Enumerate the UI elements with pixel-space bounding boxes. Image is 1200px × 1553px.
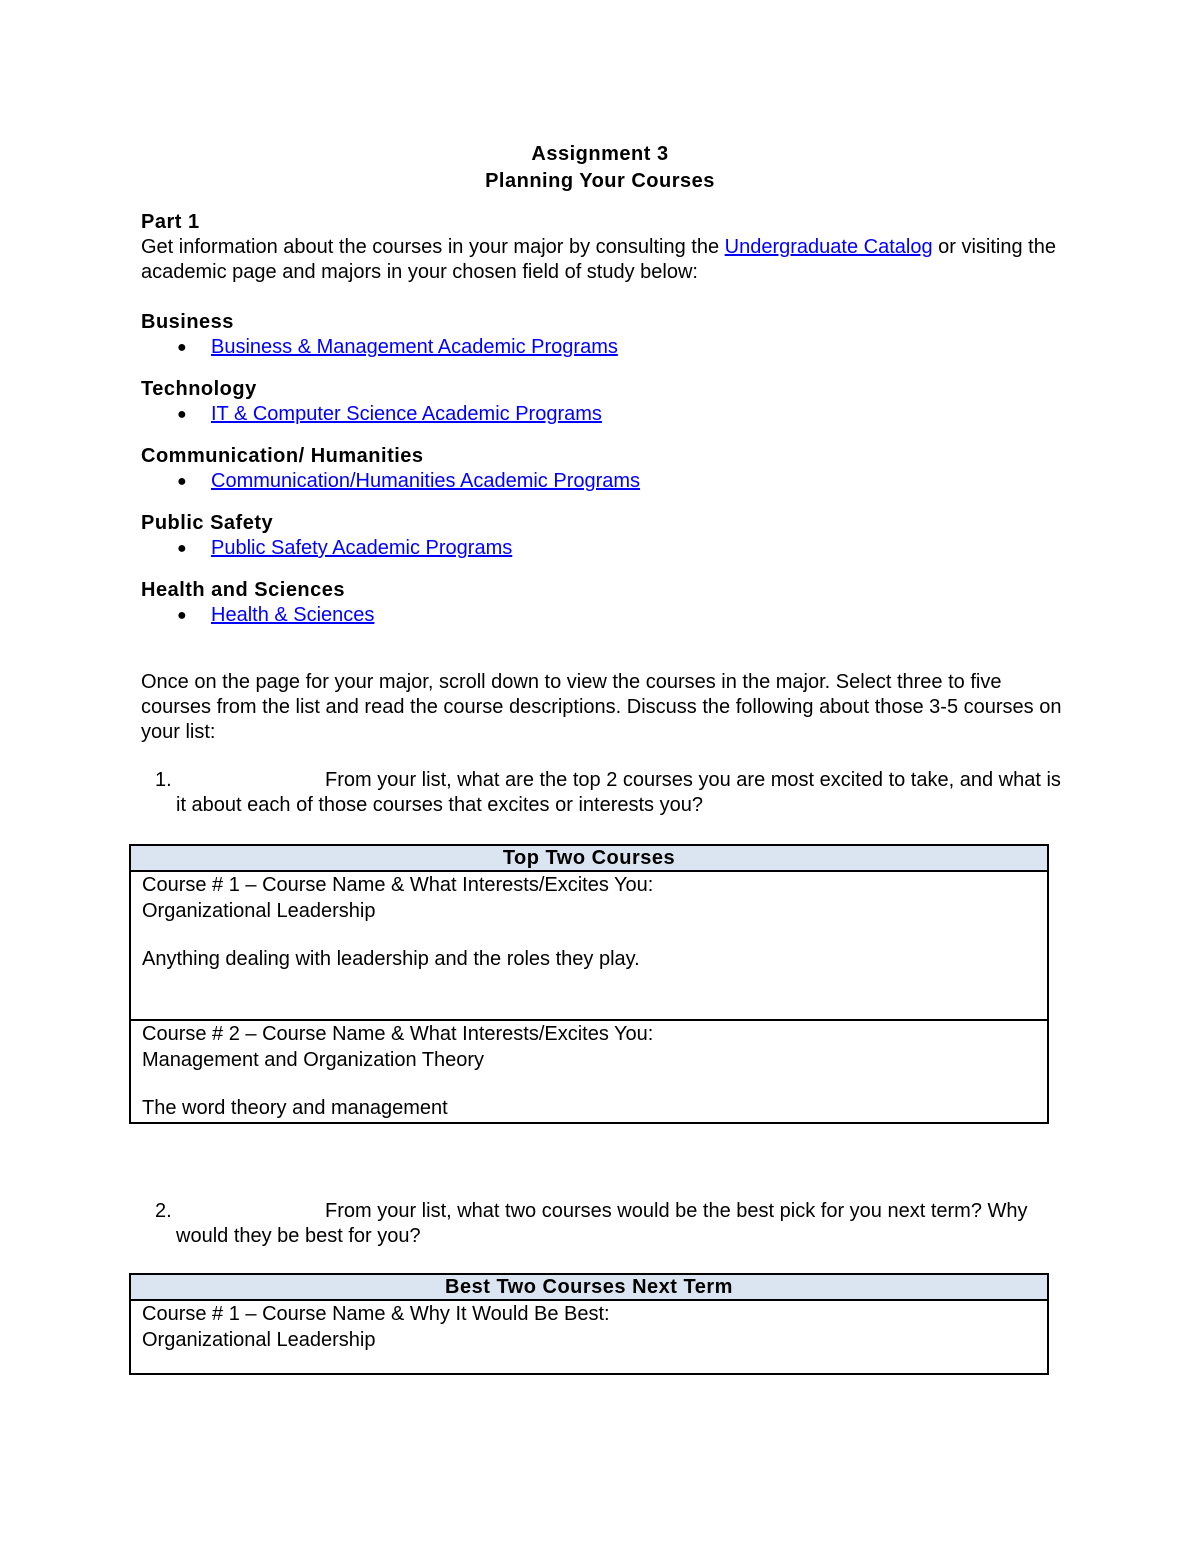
field-business	[141, 310, 1071, 360]
public-safety-programs-link[interactable]: Public Safety Academic Programs	[211, 537, 513, 559]
field-link-list	[141, 469, 1071, 494]
field-title: Health and Sciences	[141, 579, 346, 601]
cell-label: Course # 1 – Course Name & What Interests/Excites You:	[142, 874, 654, 896]
field-title: Communication/ Humanities	[141, 445, 424, 467]
it-programs-link[interactable]: IT & Computer Science Academic Programs	[211, 403, 602, 425]
table-row	[130, 871, 1048, 1020]
question-1	[141, 768, 1071, 818]
bullet-icon: ●	[177, 540, 187, 557]
bullet-icon: ●	[177, 607, 187, 624]
field-public-safety	[141, 511, 1071, 561]
list-item	[141, 402, 1071, 427]
top-two-courses-table	[129, 844, 1049, 1124]
question-text: From your list, what are the top 2 courses you are most excited to take, and what is it about each of those courses that excites or interests you?	[176, 769, 1061, 816]
course-name: Organizational Leadership	[142, 900, 376, 922]
part-heading: Part 1	[141, 211, 200, 233]
table-header: Best Two Courses Next Term	[130, 1274, 1048, 1300]
bullet-icon: ●	[177, 339, 187, 356]
list-item	[141, 1199, 1071, 1249]
field-link-list	[141, 536, 1071, 561]
course-detail: Anything dealing with leadership and the roles they play.	[142, 948, 640, 970]
business-programs-link[interactable]: Business & Management Academic Programs	[211, 336, 618, 358]
course-2-cell[interactable]	[130, 1020, 1048, 1123]
instructions-paragraph: Once on the page for your major, scroll down to view the courses in the major. Select three to five courses from the list and read the course descriptions. Discuss the following about those 3-5 courses on your list:	[141, 671, 1062, 743]
question-2-block	[141, 1199, 1071, 1249]
table-row	[130, 1020, 1048, 1123]
document-content	[141, 210, 1071, 818]
field-link-list	[141, 335, 1071, 360]
communication-programs-link[interactable]: Communication/Humanities Academic Programs	[211, 470, 641, 492]
question-number: 1.	[155, 769, 172, 791]
table-row	[130, 1300, 1048, 1374]
list-item	[141, 536, 1071, 561]
intro-paragraph	[141, 235, 1071, 285]
list-item	[141, 469, 1071, 494]
next-term-course-1-cell[interactable]	[130, 1300, 1048, 1374]
course-name: Management and Organization Theory	[142, 1049, 485, 1071]
question-text: From your list, what two courses would be the best pick for you next term? Why would they be best for you?	[176, 1200, 1028, 1247]
intro-text-after: or visiting the academic page and majors in your chosen field of study below:	[141, 236, 1056, 283]
field-link-list	[141, 603, 1071, 628]
undergraduate-catalog-link[interactable]: Undergraduate Catalog	[724, 236, 933, 258]
question-number: 2.	[155, 1200, 172, 1222]
bullet-icon: ●	[177, 406, 187, 423]
cell-label: Course # 1 – Course Name & Why It Would Be Best:	[142, 1303, 610, 1325]
intro-text-before: Get information about the courses in your major by consulting the	[141, 236, 725, 258]
list-item	[141, 768, 1071, 818]
course-1-cell[interactable]	[130, 871, 1048, 1020]
field-title: Public Safety	[141, 512, 274, 534]
cell-label: Course # 2 – Course Name & What Interests/Excites You:	[142, 1023, 654, 1045]
field-communication	[141, 444, 1071, 494]
assignment-title: Assignment 3	[531, 143, 669, 165]
best-two-courses-table	[129, 1273, 1049, 1375]
assignment-subtitle: Planning Your Courses	[485, 170, 715, 192]
health-sciences-link[interactable]: Health & Sciences	[211, 604, 375, 626]
list-item	[141, 335, 1071, 360]
table-header: Top Two Courses	[130, 845, 1048, 871]
field-title: Business	[141, 311, 234, 333]
list-item	[141, 603, 1071, 628]
field-link-list	[141, 402, 1071, 427]
title-block	[0, 141, 1200, 195]
field-technology	[141, 377, 1071, 427]
bullet-icon: ●	[177, 473, 187, 490]
field-title: Technology	[141, 378, 257, 400]
field-health	[141, 578, 1071, 628]
course-detail: The word theory and management	[142, 1097, 448, 1119]
course-name: Organizational Leadership	[142, 1329, 376, 1351]
